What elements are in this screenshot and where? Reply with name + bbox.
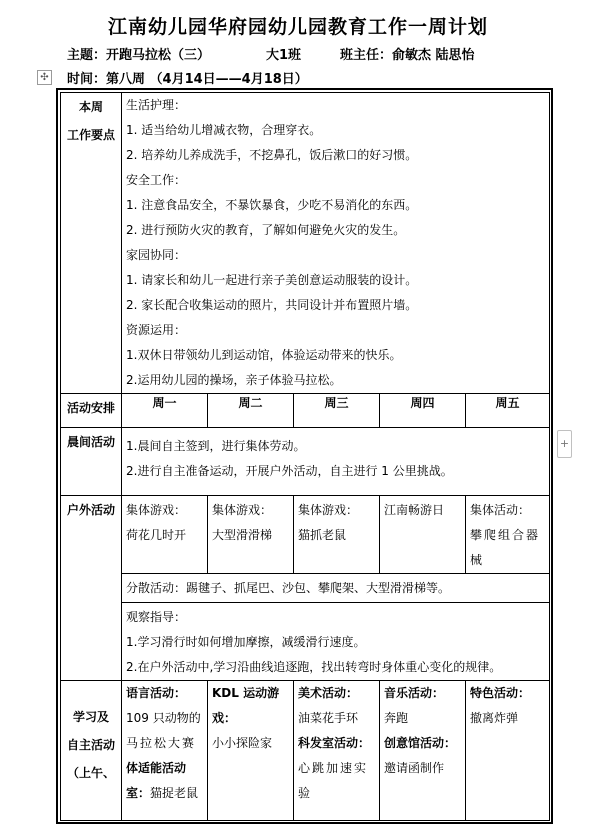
day-tuesday: 周二: [208, 394, 294, 428]
morning-line: 2.进行自主准备运动，开展户外活动，自主进行 1 公里挑战。: [126, 464, 453, 478]
theme-text: 主题：开跑马拉松（三）: [67, 48, 211, 63]
outdoor-observe-row: [61, 603, 550, 681]
outdoor-scattered[interactable]: 分散活动：踢毽子、抓尾巴、沙包、攀爬架、大型滑滑梯等。: [122, 574, 550, 603]
day-wednesday: 周三: [294, 394, 380, 428]
study-row: [61, 681, 550, 821]
morning-line: 1.晨间自主签到，进行集体劳动。: [126, 439, 306, 453]
table-move-handle-icon[interactable]: ✣: [37, 70, 52, 85]
key-point-line: 资源运用：: [126, 323, 187, 337]
schedule-header-row: [61, 394, 550, 428]
key-point-line: 生活护理：: [126, 98, 187, 112]
key-point-line: 1. 请家长和幼儿一起进行亲子美创意运动服装的设计。: [126, 273, 418, 287]
morning-label: 晨间活动: [61, 428, 122, 496]
key-point-line: 2. 家长配合收集运动的照片，共同设计并布置照片墙。: [126, 298, 418, 312]
key-points-label: 本周 工作要点: [61, 93, 122, 394]
add-column-icon[interactable]: +: [557, 430, 572, 458]
outdoor-wednesday[interactable]: 集体游戏： 猫抓老鼠: [294, 496, 380, 574]
outdoor-monday[interactable]: 集体游戏： 荷花几时开: [122, 496, 208, 574]
day-monday: 周一: [122, 394, 208, 428]
weekly-plan-table: [60, 92, 550, 821]
study-wednesday[interactable]: 美术活动： 油菜花手环 科发室活动： 心跳加速实 验: [294, 681, 380, 821]
key-point-line: 安全工作：: [126, 173, 187, 187]
outdoor-tuesday[interactable]: 集体游戏： 大型滑滑梯: [208, 496, 294, 574]
schedule-label: 活动安排: [61, 394, 122, 428]
key-points-content[interactable]: [122, 93, 550, 394]
outdoor-observe[interactable]: 观察指导： 1.学习滑行时如何增加摩擦，减缓滑行速度。 2.在户外活动中,学习沿曲线追逐跑，找出转弯时身体重心变化的规律。: [122, 603, 550, 681]
key-point-line: 2. 进行预防火灾的教育，了解如何避免火灾的发生。: [126, 223, 406, 237]
time-text: 时间：第八周 （4月14日——4月18日）: [67, 72, 308, 87]
outdoor-friday[interactable]: 集体活动： 攀爬组合器 械: [466, 496, 550, 574]
teachers-text: 班主任：俞敏杰 陆思怡: [340, 48, 475, 63]
study-tuesday[interactable]: KDL 运动游 戏： 小小探险家: [208, 681, 294, 821]
key-point-line: 1. 适当给幼儿增减衣物，合理穿衣。: [126, 123, 322, 137]
study-monday[interactable]: 语言活动： 109 只动物的 马拉松大赛 体适能活动 室：猫捉老鼠: [122, 681, 208, 821]
day-friday: 周五: [466, 394, 550, 428]
study-friday[interactable]: 特色活动： 撤离炸弹: [466, 681, 550, 821]
key-point-line: 2.运用幼儿园的操场，亲子体验马拉松。: [126, 373, 342, 387]
study-thursday[interactable]: 音乐活动： 奔跑 创意馆活动： 邀请函制作: [380, 681, 466, 821]
outdoor-thursday[interactable]: 江南畅游日: [380, 496, 466, 574]
key-point-line: 1.双休日带领幼儿到运动馆，体验运动带来的快乐。: [126, 348, 402, 362]
page-title: 江南幼儿园华府园幼儿园教育工作一周计划: [107, 16, 488, 38]
key-point-line: 1. 注意食品安全，不暴饮暴食，少吃不易消化的东西。: [126, 198, 418, 212]
morning-content[interactable]: [122, 428, 550, 496]
outdoor-scattered-row: [61, 574, 550, 603]
morning-row: [61, 428, 550, 496]
outdoor-games-row: [61, 496, 550, 574]
day-thursday: 周四: [380, 394, 466, 428]
class-name: 大1班: [266, 48, 302, 63]
study-label: 学习及 自主活动 （上午、: [61, 681, 122, 821]
key-point-line: 2. 培养幼儿养成洗手，不挖鼻孔，饭后漱口的好习惯。: [126, 148, 418, 162]
key-points-row: [61, 93, 550, 394]
outdoor-label: 户外活动: [61, 496, 122, 681]
key-point-line: 家园协同：: [126, 248, 187, 262]
